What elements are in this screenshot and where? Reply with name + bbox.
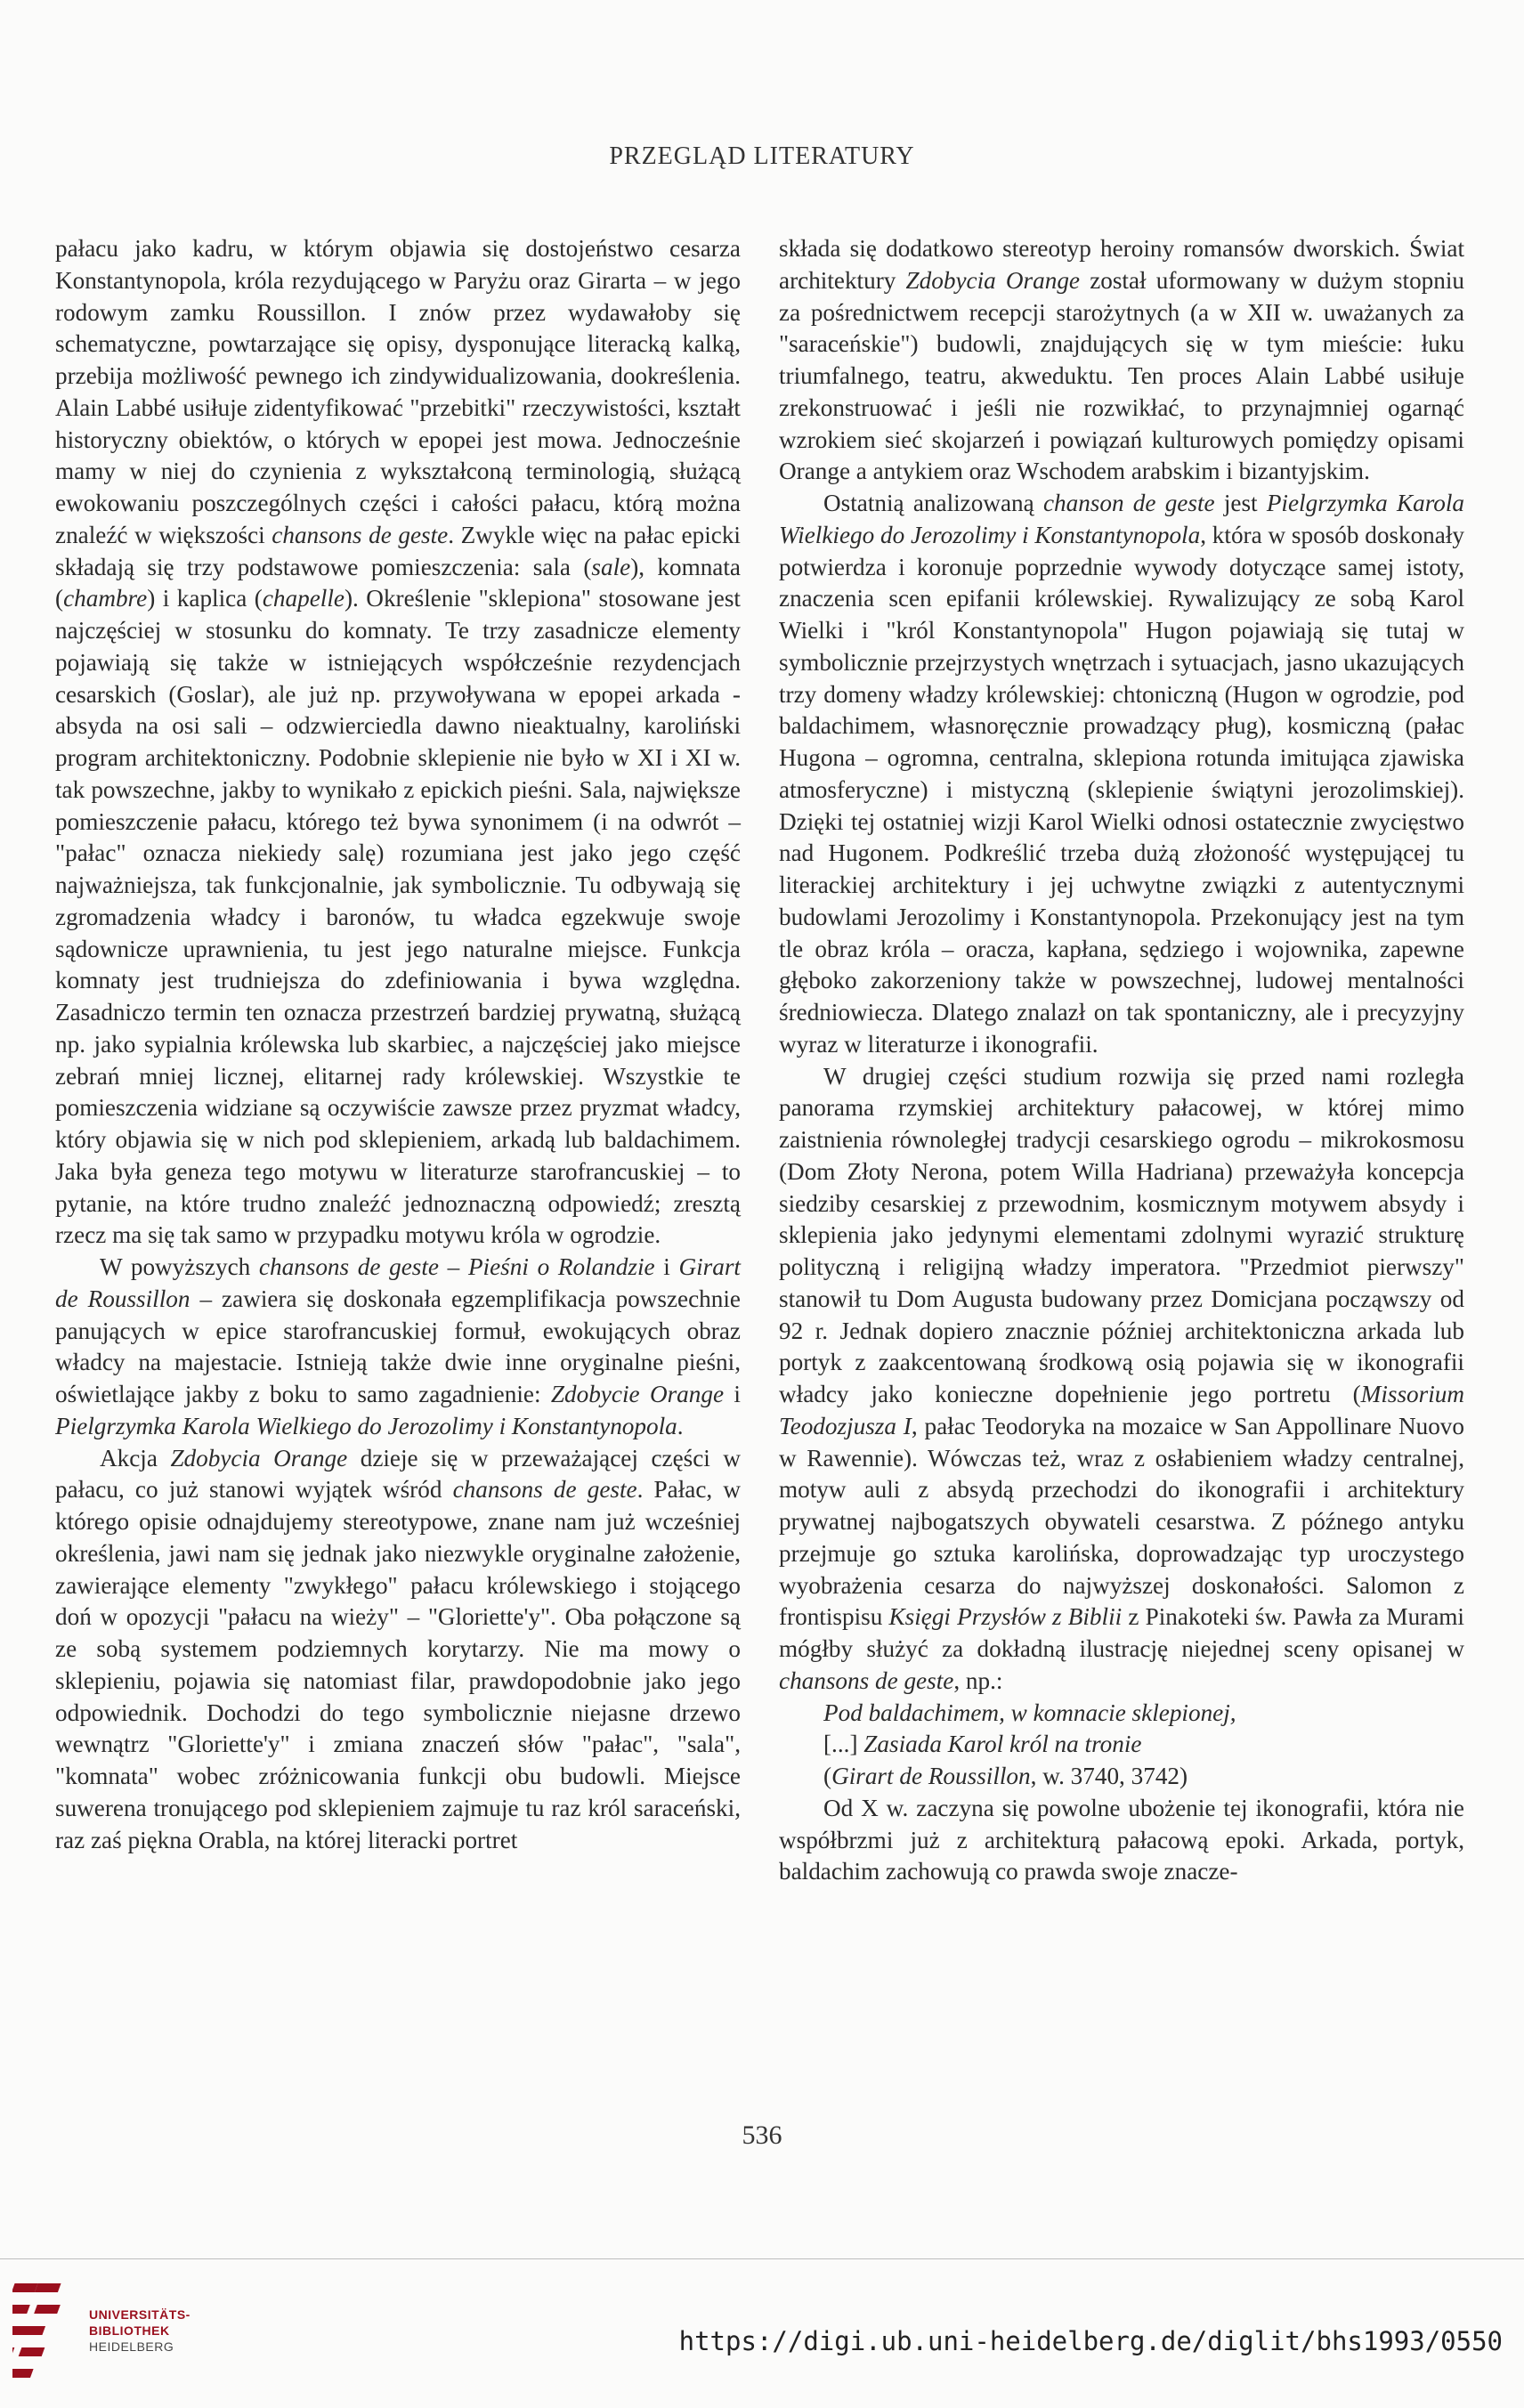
left-column (55, 233, 741, 1856)
verse-line: Pod baldachimem, w komnacie sklepionej, (823, 1699, 1236, 1726)
paragraph: składa się dodatkowo stereotyp heroiny romansów dworskich. Świat architektury Zdobycia Orange został uformowany w dużym stopniu za pośrednictwem recepcji starożytnych (a w XII w. uważanych za "saraceńskie") budowli, znajdujących się w tym mieście: łuku triumfalnego, teatru, akweduktu. Ten proces Alain Labbé usiłuje zrekonstruować i jeśli nie rozwikłać, to przynajmniej ogarnąć wzrokiem sieć skojarzeń i powiązań kulturowych pomiędzy opisami Orange a antykiem oraz Wschodem arabskim i bizantyjskim. (779, 235, 1464, 485)
footer-divider (0, 2258, 1524, 2259)
verse-line: [...] Zasiada Karol król na tronie (823, 1731, 1142, 1758)
paragraph: pałacu jako kadru, w którym objawia się dostojeństwo cesarza Konstantynopola, króla rezydującego w Paryżu oraz Girarta – w jego rodowym zamku Roussillon. I znów przez wydawałoby się schematyczne, powtarzające się opisy, dysponujące literacką kalką, przebija możliwość pewnego ich zindywidualizowania, dookreślenia. Alain Labbé usiłuje zidentyfikować "przebitki" rzeczywistości, kształt historyczny obiektów, o których w epopei jest mowa. Jednocześnie mamy w niej do czynienia z wykształconą terminologią, służącą ewokowaniu poszczególnych części i całości pałacu, którą można znaleźć w większości chansons de geste. Zwykle więc na pałac epicki składają się trzy podstawowe pomieszczenia: sala (sale), komnata (chambre) i kaplica (chapelle). Określenie "sklepiona" stosowane jest najczęściej w stosunku do komnaty. Te trzy zasadnicze elementy pojawiają się także w istniejących współcześnie rezydencjach cesarskich (Goslar), ale już np. przywoływana w epopei arkada - absyda na osi sali – odzwierciedla dawno nieaktualny, karoliński program architektoniczny. Podobnie sklepienie nie było w XI i XI w. tak powszechne, jakby to wynikało z epickich pieśni. Sala, największe pomieszczenie pałacu, którego też bywa synonimem (i na odwrót – "pałac" oznacza niekiedy salę) rozumiana jest jako jego część najważniejsza, tak funkcjonalnie, jak symbolicznie. Tu odbywają się zgromadzenia władcy i baronów, tu władca egzekwuje swoje sądownicze uprawnienia, tu jest jego naturalne miejsce. Funkcja komnaty jest trudniejsza do zdefiniowania i bywa względna. Zasadniczo termin ten oznacza przestrzeń bardziej prywatną, służącą np. jako sypialnia królewska lub skarbiec, a najczęściej jako miejsce zebrań mniej licznej, elitarnej rady królewskiej. Wszystkie te pomieszczenia widziane są oczywiście zawsze przez pryzmat władcy, który objawia się w nich pod sklepieniem, arkadą lub baldachimem. Jaka była geneza tego motywu w literaturze starofrancuskiej – to pytanie, na które trudno znaleźć jednoznaczną odpowiedź; zresztą rzecz ma się tak samo w przypadku motywu króla w ogrodzie. (55, 235, 741, 1249)
library-name-line: UNIVERSITÄTS- (89, 2307, 190, 2322)
paragraph: Od X w. zaczyna się powolne ubożenie tej ikonografii, która nie współbrzmi już z architekturą pałacową epoki. Arkada, portyk, baldachim zachowują co prawda swoje znacze- (779, 1794, 1464, 1885)
running-header: PRZEGLĄD LITERATURY (609, 142, 915, 170)
paragraph: Ostatnią analizowaną chanson de geste jest Pielgrzymka Karola Wielkiego do Jerozolimy i Konstantynopola, która w sposób doskonały potwierdza i koronuje poprzednie wywody dotyczące samej istoty, znaczenia scen epifanii królewskiej. Rywalizujący ze sobą Karol Wielki i "król Konstantynopola" Hugon pojawiają się tutaj w symbolicznie przejrzystych wnętrzach i sytuacjach, jasno ukazujących trzy domeny władzy królewskiej: chtoniczną (Hugon w ogrodzie, pod baldachimem, własnoręcznie prowadzący pług), kosmiczną (pałac Hugona – ogromna, centralna, sklepiona rotunda imitująca zjawiska atmosferyczne) i mistyczną (sklepienie świątyni jerozolimskiej). Dzięki tej ostatniej wizji Karol Wielki odnosi ostatecznie zwycięstwo nad Hugonem. Podkreślić trzeba dużą złożoność występującej tu literackiej architektury i jej uchwytne związki z autentycznymi budowlami Jerozolimy i Konstantynopola. Przekonujący jest na tym tle obraz króla – oracza, kapłana, sędziego i wojownika, zapewne głęboko zakorzeniony także w powszechnej, ludowej mentalności średniowiecza. Dlatego znalazł on tak spontaniczny, ale i precyzyjny wyraz w literaturze i ikonografii. (779, 490, 1465, 1058)
paragraph: W drugiej części studium rozwija się przed nami rozległa panorama rzymskiej architektury pałacowej, w której mimo zaistnienia równoległej tradycji cesarskiego ogrodu – mikrokosmosu (Dom Złoty Nerona, potem Willa Hadriana) przeważyła koncepcja siedziby cesarskiej z przewodnim, kosmicznym motywem absydy i sklepienia jako jedynymi elementami zdolnymi wyrazić strukturę polityczną i religijną władzy imperatora. "Przedmiot pierwszy" stanowił tu Dom Augusta budowany przez Domicjana począwszy od 92 r. Jednak dopiero znacznie później architektoniczna arkada lub portyk z zaakcentowaną środkową osią pojawia się w ikonografii władcy jako konieczne dopełnienie jego portretu (Missorium Teodozjusza I, pałac Teodoryka na mozaice w San Appollinare Nuovo w Rawennie). Wówczas też, wraz z osłabieniem władzy centralnej, motyw auli z absydą przechodzi do ikonografii i architektury prywatnej najbogatszych obywateli cesarstwa. Z późnego antyku przejmuje go sztuka karolińska, doprowadzając typ uroczystego wyobrażenia cesarza do najwyższej doskonałości. Salomon z frontispisu Księgi Przysłów z Biblii z Pinakoteki św. Pawła za Murami mógłby służyć za dokładną ilustrację niejednej sceny opisanej w chansons de geste, np.: (779, 1062, 1464, 1694)
library-name-line: BIBLIOTHEK (89, 2323, 170, 2338)
page-number: 536 (742, 2120, 782, 2150)
library-name (89, 2307, 190, 2355)
paragraph: W powyższych chansons de geste – Pieśni o Rolandzie i Girart de Roussillon – zawiera się doskonała egzemplifikacja powszechnie panujących w epice starofrancuskiej formuł, ewokujących obraz władcy na majestacie. Istnieją także dwie inne oryginalne pieśni, oświetlające jakby z boku to samo zagadnienie: Zdobycie Orange i Pielgrzymka Karola Wielkiego do Jerozolimy i Konstantynopola. (55, 1253, 741, 1439)
library-logo-icon (12, 2280, 71, 2388)
library-name-line: HEIDELBERG (89, 2339, 174, 2354)
digitization-footer (0, 2258, 1524, 2408)
verse-quotation (779, 1698, 1464, 1793)
verse-citation: (Girart de Roussillon, w. 3740, 3742) (823, 1763, 1188, 1789)
paragraph: Akcja Zdobycia Orange dzieje się w przeważającej części w pałacu, co już stanowi wyjątek wśród chansons de geste. Pałac, w którego opisie odnajdujemy stereotypowe, znane nam już wcześniej określenia, jawi nam się jednak jako niezwykle oryginalne założenie, zawierające elementy "zwykłego" pałacu królewskiego i stojącego doń w opozycji "pałacu na wieży" – "Gloriette'y". Oba połączone są ze sobą systemem podziemnych korytarzy. Nie ma mowy o sklepieniu, pojawia się natomiast filar, prawdopodobnie jako jego odpowiednik. Dochodzi do tego symbolicznie niejasne drzewo wewnątrz "Gloriette'y" i zmiana znaczeń słów "pałac", "sala", "komnata" wobec zróżnicowania funkcji obu budowli. Miejsce suwerena tronującego pod sklepieniem zajmuje tu raz król saraceński, raz zaś piękna Orabla, na której literacki portret (55, 1444, 741, 1853)
permalink-url[interactable]: https://digi.ub.uni-heidelberg.de/diglit/bhs1993/0550 (678, 2326, 1503, 2356)
right-column (779, 233, 1464, 1888)
